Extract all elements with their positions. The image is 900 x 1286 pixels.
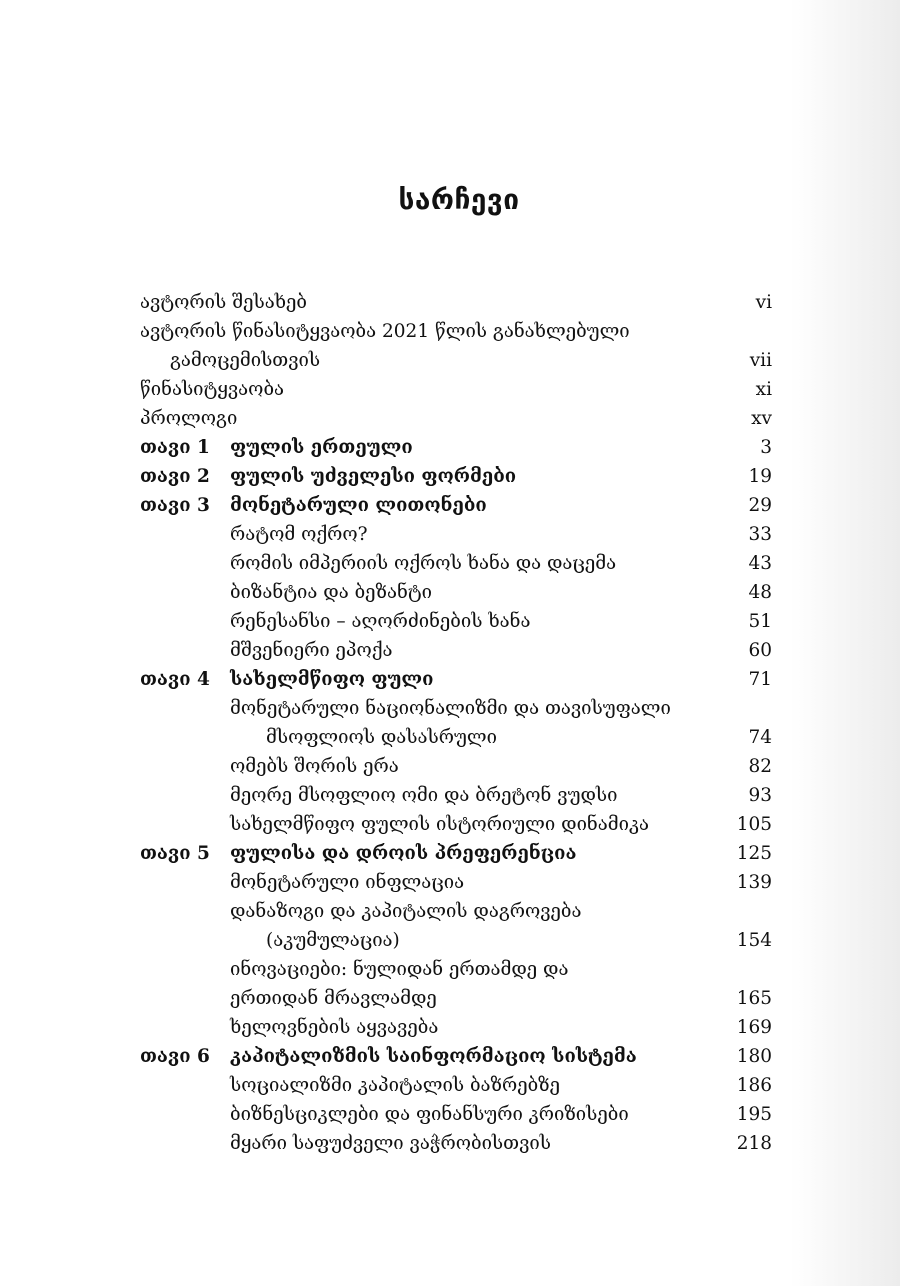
page-number: 195 [736,1104,772,1125]
section-title: დანაზოგი და კაპიტალის დაგროვება [230,901,582,922]
toc-entry[interactable] [140,404,772,433]
toc-section[interactable] [140,955,772,984]
chapter-label: თავი 4 [140,669,210,690]
page-number: vii [749,350,772,371]
page-number: 19 [748,466,772,487]
section-title: რომის იმპერიის ოქროს ხანა და დაცემა [230,553,617,574]
chapter-title: ფულის ერთეული [230,437,413,458]
page-number: 154 [736,930,772,951]
chapter-title: ფულის უძველესი ფორმები [230,466,517,487]
toc-chapter[interactable] [140,665,772,694]
toc-section[interactable] [140,1129,772,1158]
page-number: 82 [748,756,772,777]
toc-section[interactable] [140,752,772,781]
section-title: ხელოვნების აყვავება [230,1017,439,1038]
entry-title: პროლოგი [140,408,238,429]
toc-section[interactable] [140,897,772,926]
toc-section[interactable] [140,781,772,810]
entry-title: ავტორის შესახებ [140,292,307,313]
toc-entry[interactable] [140,375,772,404]
toc-section[interactable] [140,694,772,723]
toc-chapter[interactable] [140,1042,772,1071]
page-number: xi [755,379,772,400]
entry-title: წინასიტყვაობა [140,379,285,400]
section-title: (აკუმულაცია) [266,930,400,951]
page-title: სარჩევი [398,183,520,216]
page-number: 74 [748,727,772,748]
page-number: 3 [760,437,772,458]
chapter-label: თავი 5 [140,843,210,864]
page-number: 125 [736,843,772,864]
toc-entry[interactable] [140,288,772,317]
page-number: 165 [736,988,772,1009]
section-title: მონეტარული ნაციონალიზმი და თავისუფალი [230,698,671,719]
page-number: 51 [748,611,772,632]
toc-entry[interactable] [140,317,772,346]
page-number: 43 [748,553,772,574]
section-title: ბიზნესციკლები და ფინანსური კრიზისები [230,1104,629,1125]
page-number: xv [751,408,772,429]
entry-title: გამოცემისთვის [170,350,321,371]
chapter-label: თავი 1 [140,437,210,458]
toc-section[interactable] [140,520,772,549]
section-title: ერთიდან მრავლამდე [230,988,437,1009]
toc-section[interactable] [140,549,772,578]
chapter-label: თავი 3 [140,495,210,516]
section-title: მონეტარული ინფლაცია [230,872,465,893]
toc-section[interactable] [140,1100,772,1129]
toc-section-continuation[interactable] [140,984,772,1013]
chapter-title: კაპიტალიზმის საინფორმაციო სისტემა [230,1046,637,1067]
section-title: მშვენიერი ეპოქა [230,640,393,661]
entry-title: ავტორის წინასიტყვაობა 2021 წლის განახლებული [140,321,630,342]
toc-section[interactable] [140,868,772,897]
toc-chapter[interactable] [140,491,772,520]
chapter-title: მონეტარული ლითონები [230,495,487,516]
page-number: 139 [736,872,772,893]
page-number: 33 [748,524,772,545]
section-title: მყარი საფუძველი ვაჭრობისთვის [230,1133,551,1154]
chapter-label: თავი 6 [140,1046,210,1067]
section-title: სოციალიზმი კაპიტალის ბაზრებზე [230,1075,560,1096]
section-title: ინოვაციები: ნულიდან ერთამდე და [230,959,569,980]
page-number: 180 [736,1046,772,1067]
toc-section-continuation[interactable] [140,926,772,955]
section-title: მეორე მსოფლიო ომი და ბრეტონ ვუდსი [230,785,618,806]
page-number: 48 [748,582,772,603]
toc-entry-continuation[interactable] [140,346,772,375]
page-number: 93 [748,785,772,806]
toc-section[interactable] [140,636,772,665]
section-title: ბიზანტია და ბეზანტი [230,582,432,603]
toc-section[interactable] [140,607,772,636]
page-number: 60 [748,640,772,661]
toc-section[interactable] [140,810,772,839]
table-of-contents [140,288,772,1158]
toc-section[interactable] [140,578,772,607]
section-title: სახელმწიფო ფულის ისტორიული დინამიკა [230,814,650,835]
section-title: რატომ ოქრო? [230,524,368,545]
toc-section-continuation[interactable] [140,723,772,752]
toc-section[interactable] [140,1013,772,1042]
section-title: ომებს შორის ერა [230,756,399,777]
page-number: 105 [736,814,772,835]
page-number: 218 [736,1133,772,1154]
chapter-title: სახელმწიფო ფული [230,669,434,690]
chapter-label: თავი 2 [140,466,210,487]
toc-chapter[interactable] [140,462,772,491]
page-number: 169 [736,1017,772,1038]
section-title: მსოფლიოს დასასრული [266,727,497,748]
toc-section[interactable] [140,1071,772,1100]
page-number: 186 [736,1075,772,1096]
page-number: 29 [748,495,772,516]
page-number: 71 [748,669,772,690]
chapter-title: ფულისა და დროის პრეფერენცია [230,843,577,864]
toc-chapter[interactable] [140,433,772,462]
toc-chapter[interactable] [140,839,772,868]
section-title: რენესანსი – აღორძინების ხანა [230,611,531,632]
page-number: vi [755,292,772,313]
